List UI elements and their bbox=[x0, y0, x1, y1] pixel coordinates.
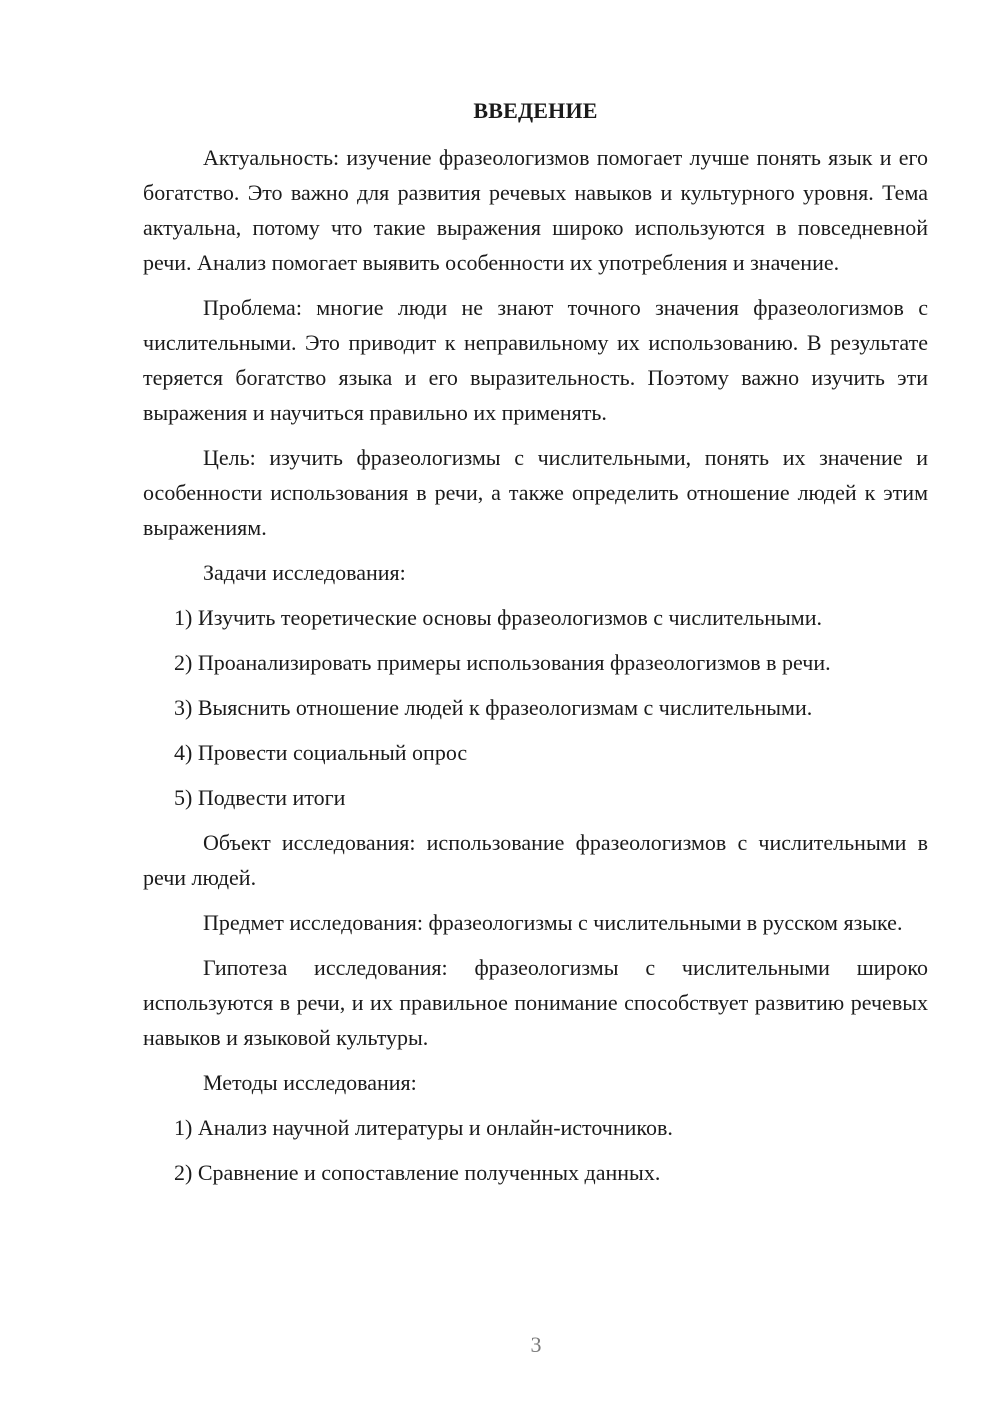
hypothesis-paragraph: Гипотеза исследования: фразеологизмы с числительными широко используются в речи, и их правильное понимание способствует развитию речевых навыков и языковой культуры. bbox=[143, 955, 928, 1050]
page-number: 3 bbox=[530, 1332, 542, 1357]
page-title: ВВЕДЕНИЕ bbox=[473, 98, 598, 123]
page-content bbox=[143, 96, 928, 1200]
relevance-paragraph: Актуальность: изучение фразеологизмов помогает лучше понять язык и его богатство. Это важно для развития речевых навыков и культурного уровня. Тема актуальна, потому что такие выражения широко используются в повседневной речи. Анализ помогает выявить особенности их употребления и значение. bbox=[143, 145, 928, 275]
object-paragraph: Объект исследования: использование фразеологизмов с числительными в речи людей. bbox=[143, 830, 928, 890]
task-item-4: 4) Провести социальный опрос bbox=[174, 740, 468, 765]
method-item-1: 1) Анализ научной литературы и онлайн-источников. bbox=[174, 1115, 673, 1140]
tasks-heading: Задачи исследования: bbox=[203, 560, 406, 585]
method-item-2: 2) Сравнение и сопоставление полученных данных. bbox=[174, 1160, 661, 1185]
problem-paragraph: Проблема: многие люди не знают точного значения фразеологизмов с числительными. Это приводит к неправильному их использованию. В результате теряется богатство языка и его выразительность. Поэтому важно изучить эти выражения и научиться правильно их применять. bbox=[143, 295, 928, 425]
goal-paragraph: Цель: изучить фразеологизмы с числительными, понять их значение и особенности использования в речи, а также определить отношение людей к этим выражениям. bbox=[143, 445, 928, 540]
task-item-1: 1) Изучить теоретические основы фразеологизмов с числительными. bbox=[174, 605, 822, 630]
task-item-2: 2) Проанализировать примеры использования фразеологизмов в речи. bbox=[174, 650, 831, 675]
task-item-5: 5) Подвести итоги bbox=[174, 785, 346, 810]
task-item-3: 3) Выяснить отношение людей к фразеологизмам с числительными. bbox=[174, 695, 813, 720]
subject-paragraph: Предмет исследования: фразеологизмы с числительными в русском языке. bbox=[203, 910, 903, 935]
methods-heading: Методы исследования: bbox=[203, 1070, 417, 1095]
